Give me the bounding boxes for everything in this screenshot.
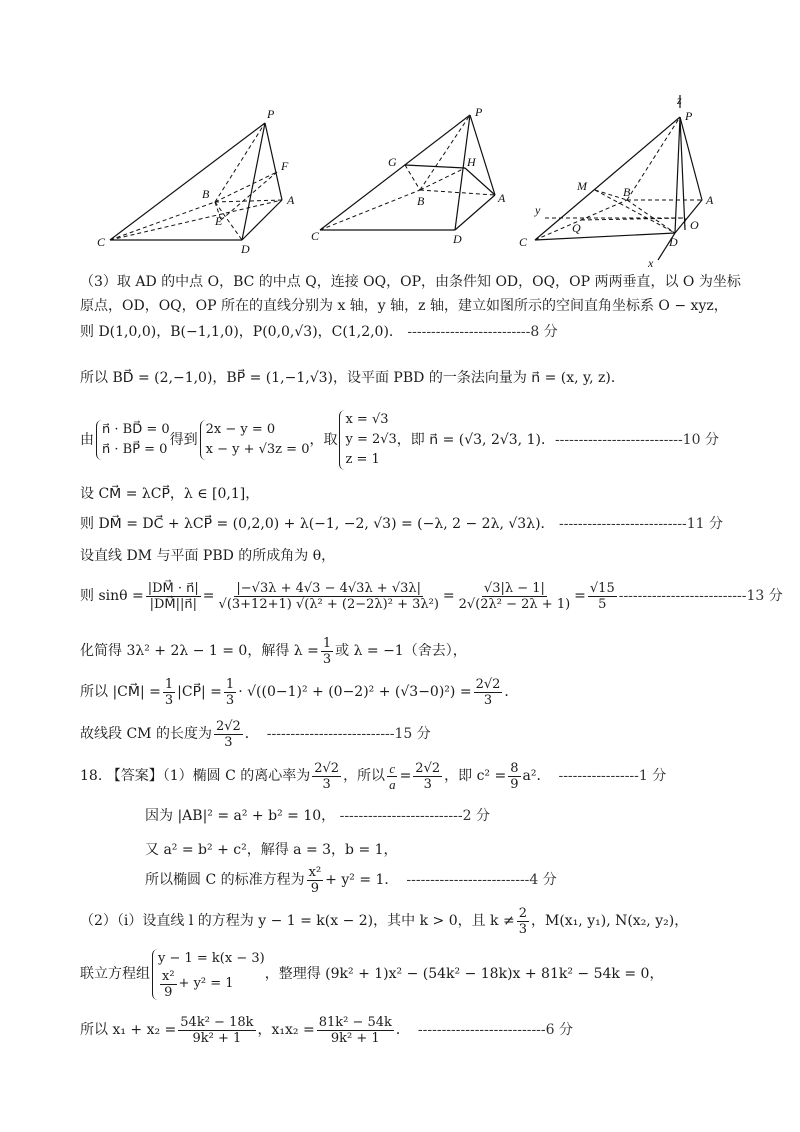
sin-f3-num: √3|λ − 1| xyxy=(483,580,545,596)
dm-vector-line xyxy=(80,514,723,534)
fig3-label: x xyxy=(648,256,654,270)
sin-prefix: 则 sinθ = xyxy=(80,588,144,604)
c2-num: 8 xyxy=(510,760,519,776)
p2-text-b: ，M(x₁, y₁), N(x₂, y₂)， xyxy=(531,913,689,929)
vieta-line xyxy=(80,1010,573,1050)
c2-fraction xyxy=(508,761,520,792)
eccentricity-fraction-2 xyxy=(413,761,442,792)
fig2-label: D xyxy=(453,232,462,246)
cm-f2-den: 3 xyxy=(225,692,235,708)
c2-den: 9 xyxy=(510,776,519,792)
fig1-label: A xyxy=(287,193,295,207)
sin-f2-den: √(3+12+1) √(λ² + (2−2λ)² + 3λ²) xyxy=(218,596,439,612)
figure-3-coordinate-system xyxy=(515,90,735,270)
fig1-label: C xyxy=(97,235,106,249)
system-3 xyxy=(339,410,396,470)
fig3-label: O xyxy=(690,218,699,232)
cm-length-line xyxy=(80,674,518,710)
joint-system-line xyxy=(80,944,663,1004)
joint-eq-1: y − 1 = k(x − 3) xyxy=(158,950,265,966)
prod-num: 81k² − 54k xyxy=(318,1014,392,1030)
std-text-a: 所以椭圆 C 的标准方程为 xyxy=(145,872,305,888)
score-1: -----------------1 分 xyxy=(558,768,667,784)
p2-text-a: （2）（i）设直线 l 的方程为 y − 1 = k(x − 2)，其中 k > 0，且 k ≠ xyxy=(80,913,515,929)
joint-brace xyxy=(152,949,265,1000)
q18-head-line xyxy=(80,758,666,794)
sin-f3-den: 2√(2λ² − 2λ + 1) xyxy=(458,596,571,612)
joint-text: 联立方程组 xyxy=(80,966,150,982)
fig1-label: F xyxy=(281,159,289,173)
cm-f3-num: 2√2 xyxy=(475,676,501,692)
ca-den: a xyxy=(389,776,396,792)
sum-text-b: ，x₁x₂ = xyxy=(257,1022,315,1038)
normal-vector: ，即 n⃗ = (√3, 2√3, 1)． xyxy=(396,432,555,448)
coordinates-text: 则 D(1,0,0)，B(−1,1,0)，P(0,0,√3)，C(1,2,0)． xyxy=(80,324,403,340)
j2-num: x² xyxy=(162,968,175,984)
fig1-label: E xyxy=(215,214,223,228)
score-6: ---------------------------6 分 xyxy=(417,1022,574,1038)
k-fraction xyxy=(517,906,529,937)
std-den: 9 xyxy=(310,880,320,896)
fig2-label: A xyxy=(498,191,506,205)
sin-fraction-4 xyxy=(588,581,617,612)
score-10: ---------------------------10 分 xyxy=(554,432,719,448)
standard-equation-line xyxy=(145,862,557,898)
cm-end: ． xyxy=(504,684,519,700)
score-13: ---------------------------13 分 xyxy=(618,588,783,604)
sin-theta-line xyxy=(80,574,783,618)
sum-text-a: 所以 x₁ + x₂ = xyxy=(80,1022,177,1038)
prod-den: 9k² + 1 xyxy=(330,1030,380,1046)
vectors-line: 所以 BD⃗ = (2,−1,0)，BP⃗ = (1,−1,√3)，设平面 PBD 的一条法向量为 n⃗ = (x, y, z)． xyxy=(80,370,625,386)
score-8: --------------------------8 分 xyxy=(407,324,558,340)
final-length-line xyxy=(80,716,431,752)
fig1-label: D xyxy=(241,242,250,256)
fig3-label: C xyxy=(519,235,528,249)
cm-f2-num: 1 xyxy=(225,676,235,692)
sin-f1-den: |DM⃗||n⃗| xyxy=(149,596,197,612)
dm-vector-text: 则 DM⃗ = DC⃗ + λCP⃗ = (0,2,0) + λ(−1, −2, √3) = (−λ, 2 − 2λ, √3λ)． xyxy=(80,516,555,532)
q18-head-d: ，即 c² = xyxy=(444,768,507,784)
set-cm-line: 设 CM⃗ = λCP⃗，λ ∈ [0,1]， xyxy=(80,486,260,502)
fig3-label: y xyxy=(535,203,541,217)
system-line xyxy=(80,408,719,472)
score-2: --------------------------2 分 xyxy=(339,808,490,824)
fig1-label: B xyxy=(202,187,210,201)
lambda-fraction xyxy=(321,636,333,667)
e-den: 3 xyxy=(322,776,331,792)
fig2-label: H xyxy=(467,155,476,169)
joint-eq-2-rest: + y² = 1 xyxy=(178,976,234,991)
part3-intro-line-2: 原点，OD，OQ，OP 所在的直线分别为 x 轴，y 轴，z 轴，建立如图所示的空间直角坐标系 O − xyz， xyxy=(80,298,728,314)
sin-eq-2: = xyxy=(442,588,455,604)
system-3-eq-1: x = √3 xyxy=(345,412,389,427)
system-1-eq-2: n⃗ · BP⃗ = 0 xyxy=(102,442,168,457)
cm-fraction-1 xyxy=(163,677,175,708)
ca-num: c xyxy=(389,760,396,776)
system-take: ，取 xyxy=(309,432,338,448)
system-prefix: 由 xyxy=(80,432,94,448)
cm-f1-num: 1 xyxy=(164,676,174,692)
cm-text-a: 所以 |CM⃗| = xyxy=(80,684,161,700)
part2-line xyxy=(80,904,688,938)
fig3-label: B xyxy=(623,185,631,199)
fig3-label: A xyxy=(706,193,714,207)
simplify-text-b: 或 λ = −1（舍去）， xyxy=(335,643,467,659)
e-num: 2√2 xyxy=(314,760,340,776)
sin-f2-num: |−√3λ + 4√3 − 4√3λ + √3λ| xyxy=(236,580,422,596)
sum-num: 54k² − 18k xyxy=(180,1014,254,1030)
simplify-text-a: 化简得 3λ² + 2λ − 1 = 0，解得 λ = xyxy=(80,643,319,659)
system-1 xyxy=(96,420,170,460)
sum-fraction xyxy=(178,1015,255,1046)
solve-line: 又 a² = b² + c²，解得 a = 3，b = 1， xyxy=(145,842,398,858)
cm-f3-den: 3 xyxy=(483,692,493,708)
q18-head-c: = xyxy=(399,768,412,784)
std-text-b: + y² = 1． xyxy=(325,872,399,888)
sin-fraction-2 xyxy=(217,581,441,612)
length-text-a: 故线段 CM 的长度为 xyxy=(80,726,212,742)
coordinates-line xyxy=(80,322,558,342)
sin-eq-3: = xyxy=(574,588,586,604)
figure-1-pyramid xyxy=(95,90,305,260)
fig3-label: z xyxy=(677,93,682,107)
score-15: ---------------------------15 分 xyxy=(266,726,431,742)
c-over-a-fraction xyxy=(387,761,398,792)
fig3-label: D xyxy=(669,235,678,249)
fig2-label: G xyxy=(388,155,397,169)
length-den: 3 xyxy=(224,734,233,750)
system-2-eq-2: x − y + √3z = 0 xyxy=(205,442,310,457)
fig2-label: P xyxy=(475,105,483,119)
system-2-eq-1: 2x − y = 0 xyxy=(205,422,276,437)
q18-head-e: a²． xyxy=(522,768,551,784)
joint-eq-2 xyxy=(158,969,265,1000)
lambda-num: 1 xyxy=(322,635,332,651)
fig1-label: P xyxy=(267,107,275,121)
fig3-label: P xyxy=(685,109,693,123)
std-fraction xyxy=(307,865,324,896)
fig2-label: B xyxy=(417,194,425,208)
joint-fraction xyxy=(160,969,177,1000)
length-num: 2√2 xyxy=(215,718,241,734)
cm-fraction-2 xyxy=(224,677,236,708)
system-1-eq-1: n⃗ · BD⃗ = 0 xyxy=(102,422,170,437)
cm-f1-den: 3 xyxy=(164,692,174,708)
e2-num: 2√2 xyxy=(415,760,441,776)
joint-text-b: ，整理得 (9k² + 1)x² − (54k² − 18k)x + 81k² − 54k = 0， xyxy=(264,966,664,982)
cm-fraction-3 xyxy=(474,677,503,708)
e2-den: 3 xyxy=(423,776,432,792)
std-num: x² xyxy=(308,864,322,880)
ab-text: 因为 |AB|² = a² + b² = 10， xyxy=(145,808,336,824)
cm-text-c: · √((0−1)² + (0−2)² + (√3−0)²) = xyxy=(238,684,472,700)
system-3-eq-3: z = 1 xyxy=(345,452,380,467)
length-end: ． xyxy=(244,726,259,742)
eccentricity-fraction xyxy=(312,761,341,792)
length-fraction xyxy=(214,719,243,750)
q18-head-b: ，所以 xyxy=(343,768,386,784)
k-den: 3 xyxy=(518,921,527,937)
simplify-line xyxy=(80,634,467,668)
lambda-den: 3 xyxy=(322,651,332,667)
q18-head: 18. 【答案】（1）椭圆 C 的离心率为 xyxy=(80,768,311,784)
sin-f1-num: |DM⃗ · n⃗| xyxy=(147,580,199,596)
cm-text-b: |CP⃗| = xyxy=(177,684,222,700)
j2-den: 9 xyxy=(164,984,173,1000)
sin-fraction-1 xyxy=(146,581,201,612)
sum-end: ． xyxy=(395,1022,410,1038)
fig3-label: M xyxy=(577,179,587,193)
product-fraction xyxy=(317,1015,394,1046)
ab-line xyxy=(145,806,490,826)
sin-fraction-3 xyxy=(457,581,573,612)
k-num: 2 xyxy=(518,905,527,921)
part3-intro-line-1: （3）取 AD 的中点 O，BC 的中点 Q，连接 OQ，OP，由条件知 OD，OQ，OP 两两垂直，以 O 为坐标 xyxy=(80,274,741,290)
angle-definition-line: 设直线 DM 与平面 PBD 的所成角为 θ， xyxy=(80,548,336,564)
sin-f4-den: 5 xyxy=(598,596,607,612)
figure-2-pyramid xyxy=(305,90,520,260)
fig3-label: Q xyxy=(572,221,581,235)
system-3-eq-2: y = 2√3 xyxy=(345,432,397,447)
system-mid: 得到 xyxy=(169,432,198,448)
sum-den: 9k² + 1 xyxy=(192,1030,242,1046)
sin-f4-num: √15 xyxy=(589,580,615,596)
fig2-label: C xyxy=(311,229,320,243)
score-4: --------------------------4 分 xyxy=(406,872,557,888)
system-2 xyxy=(200,420,310,460)
score-11: ---------------------------11 分 xyxy=(558,516,723,532)
sin-eq-1: = xyxy=(202,588,215,604)
